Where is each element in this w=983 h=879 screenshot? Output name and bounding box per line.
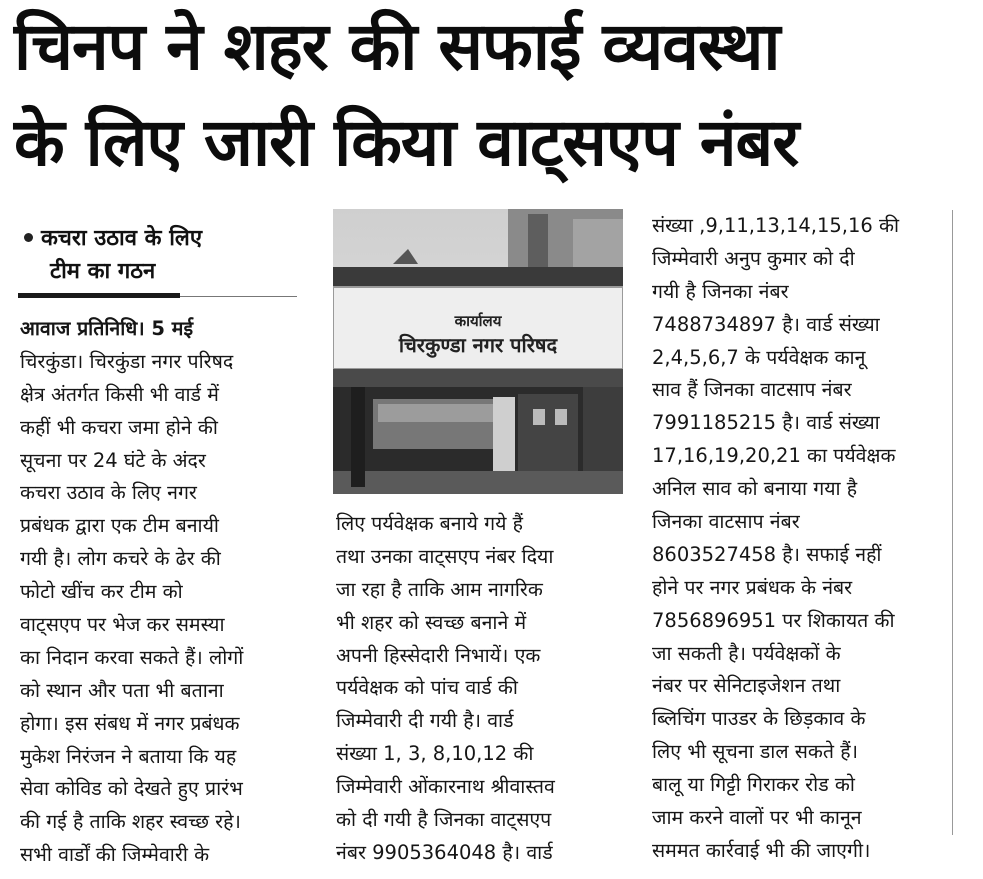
article-line: 7991185215 है। वार्ड संख्या: [652, 411, 880, 435]
subheadline: [24, 222, 254, 288]
article-line: की गई है ताकि शहर स्वच्छ रहे।: [20, 810, 241, 834]
article-line: संख्या 1, 3, 8,10,12 की: [336, 742, 534, 766]
article-column-1: [20, 313, 306, 872]
article-line: फोटो खींच कर टीम को: [20, 580, 183, 604]
byline: आवाज प्रतिनिधि। 5 मई: [20, 317, 194, 340]
article-line: नंबर पर सेनिटाइजेशन तथा: [652, 674, 841, 698]
article-line: सेवा कोविड को देखते हुए प्रारंभ: [20, 777, 243, 801]
article-line: जिम्मेवारी अनुप कुमार को दी: [652, 246, 855, 270]
article-line: संख्या ,9,11,13,14,15,16 की: [652, 214, 900, 237]
column-divider: [952, 210, 953, 835]
article-line: होने पर नगर प्रबंधक के नंबर: [652, 575, 853, 599]
article-line: तथा उनका वाट्सएप नंबर दिया: [336, 544, 554, 568]
sign-text-line-1: कार्यालय: [454, 312, 502, 330]
article-line: 17,16,19,20,21 का पर्यवेक्षक: [652, 444, 896, 468]
article-line: कहीं भी कचरा जमा होने की: [20, 415, 218, 439]
article-line: कचरा उठाव के लिए नगर: [20, 481, 197, 505]
article-line: नंबर 9905364048 है। वार्ड: [336, 840, 553, 864]
article-line: पर्यवेक्षक को पांच वार्ड की: [336, 676, 518, 700]
article-line: अनिल साव को बनाया गया है: [652, 477, 858, 501]
article-column-3: [652, 210, 942, 868]
article-line: अपनी हिस्सेदारी निभायें। एक: [336, 643, 541, 667]
article-line: जा रहा है ताकि आम नागरिक: [336, 577, 543, 601]
article-line: भी शहर को स्वच्छ बनाने में: [336, 610, 527, 634]
article-line: को दी गयी है जिनका वाट्सएप: [336, 808, 552, 832]
article-line: होगा। इस संबध में नगर प्रबंधक: [20, 711, 240, 735]
sign-text-line-2: चिरकुण्डा नगर परिषद: [398, 333, 558, 357]
article-line: को स्थान और पता भी बताना: [20, 678, 224, 702]
headline-line-1: चिनप ने शहर की सफाई व्यवस्था: [14, 8, 780, 85]
bullet-icon: [24, 233, 33, 242]
article-line: सभी वार्डों की जिम्मेवारी के: [20, 843, 210, 867]
article-line: जिनका वाटसाप नंबर: [652, 510, 800, 534]
article-line: मुकेश निरंजन ने बताया कि यह: [20, 744, 237, 768]
article-line: गयी है जिनका नंबर: [652, 279, 789, 303]
article-line: सममत कार्रवाई भी की जाएगी।: [652, 838, 871, 862]
article-line: जा सकती है। पर्यवेक्षकों के: [652, 641, 841, 665]
article-line: सूचना पर 24 घंटे के अंदर: [20, 448, 206, 472]
subheadline-rule: [18, 293, 180, 298]
subheadline-rule-thin: [180, 296, 297, 297]
article-line: जाम करने वालों पर भी कानून: [652, 806, 862, 830]
subheadline-line-1: [24, 222, 254, 255]
article-line: साव हैं जिनका वाटसाप नंबर: [652, 378, 852, 402]
subheadline-line-2: टीम का गठन: [50, 259, 156, 284]
article-line: क्षेत्र अंतर्गत किसी भी वार्ड में: [20, 382, 219, 406]
article-line: ब्लिचिंग पाउडर के छिड़काव के: [652, 707, 866, 731]
article-line: चिरकुंडा। चिरकुंडा नगर परिषद: [20, 349, 234, 373]
article-line: 7488734897 है। वार्ड संख्या: [652, 312, 880, 336]
article-line: गयी है। लोग कचरे के ढेर की: [20, 547, 221, 571]
article-line: का निदान करवा सकते हैं। लोगों: [20, 645, 244, 669]
article-line: 2,4,5,6,7 के पर्यवेक्षक कानू: [652, 345, 866, 369]
article-line: लिए पर्यवेक्षक बनाये गये हैं: [336, 512, 523, 535]
article-line: जिम्मेवारी ओंकारनाथ श्रीवास्तव: [336, 775, 555, 799]
article-line: वाट्सएप पर भेज कर समस्या: [20, 613, 225, 637]
headline-line-2: के लिए जारी किया वाट्सएप नंबर: [14, 104, 799, 181]
article-line: जिम्मेवारी दी गयी है। वार्ड: [336, 709, 514, 733]
article-line: प्रबंधक द्वारा एक टीम बनायी: [20, 514, 219, 538]
article-line: 7856896951 पर शिकायत की: [652, 608, 895, 632]
article-line: लिए भी सूचना डाल सकते हैं।: [652, 740, 858, 764]
subheadline-text-1: कचरा उठाव के लिए: [41, 226, 202, 251]
article-line: 8603527458 है। सफाई नहीं: [652, 542, 882, 566]
news-photo: [333, 209, 623, 494]
article-line: बालू या गिट्टी गिराकर रोड को: [652, 773, 855, 797]
article-column-2: [336, 508, 626, 870]
